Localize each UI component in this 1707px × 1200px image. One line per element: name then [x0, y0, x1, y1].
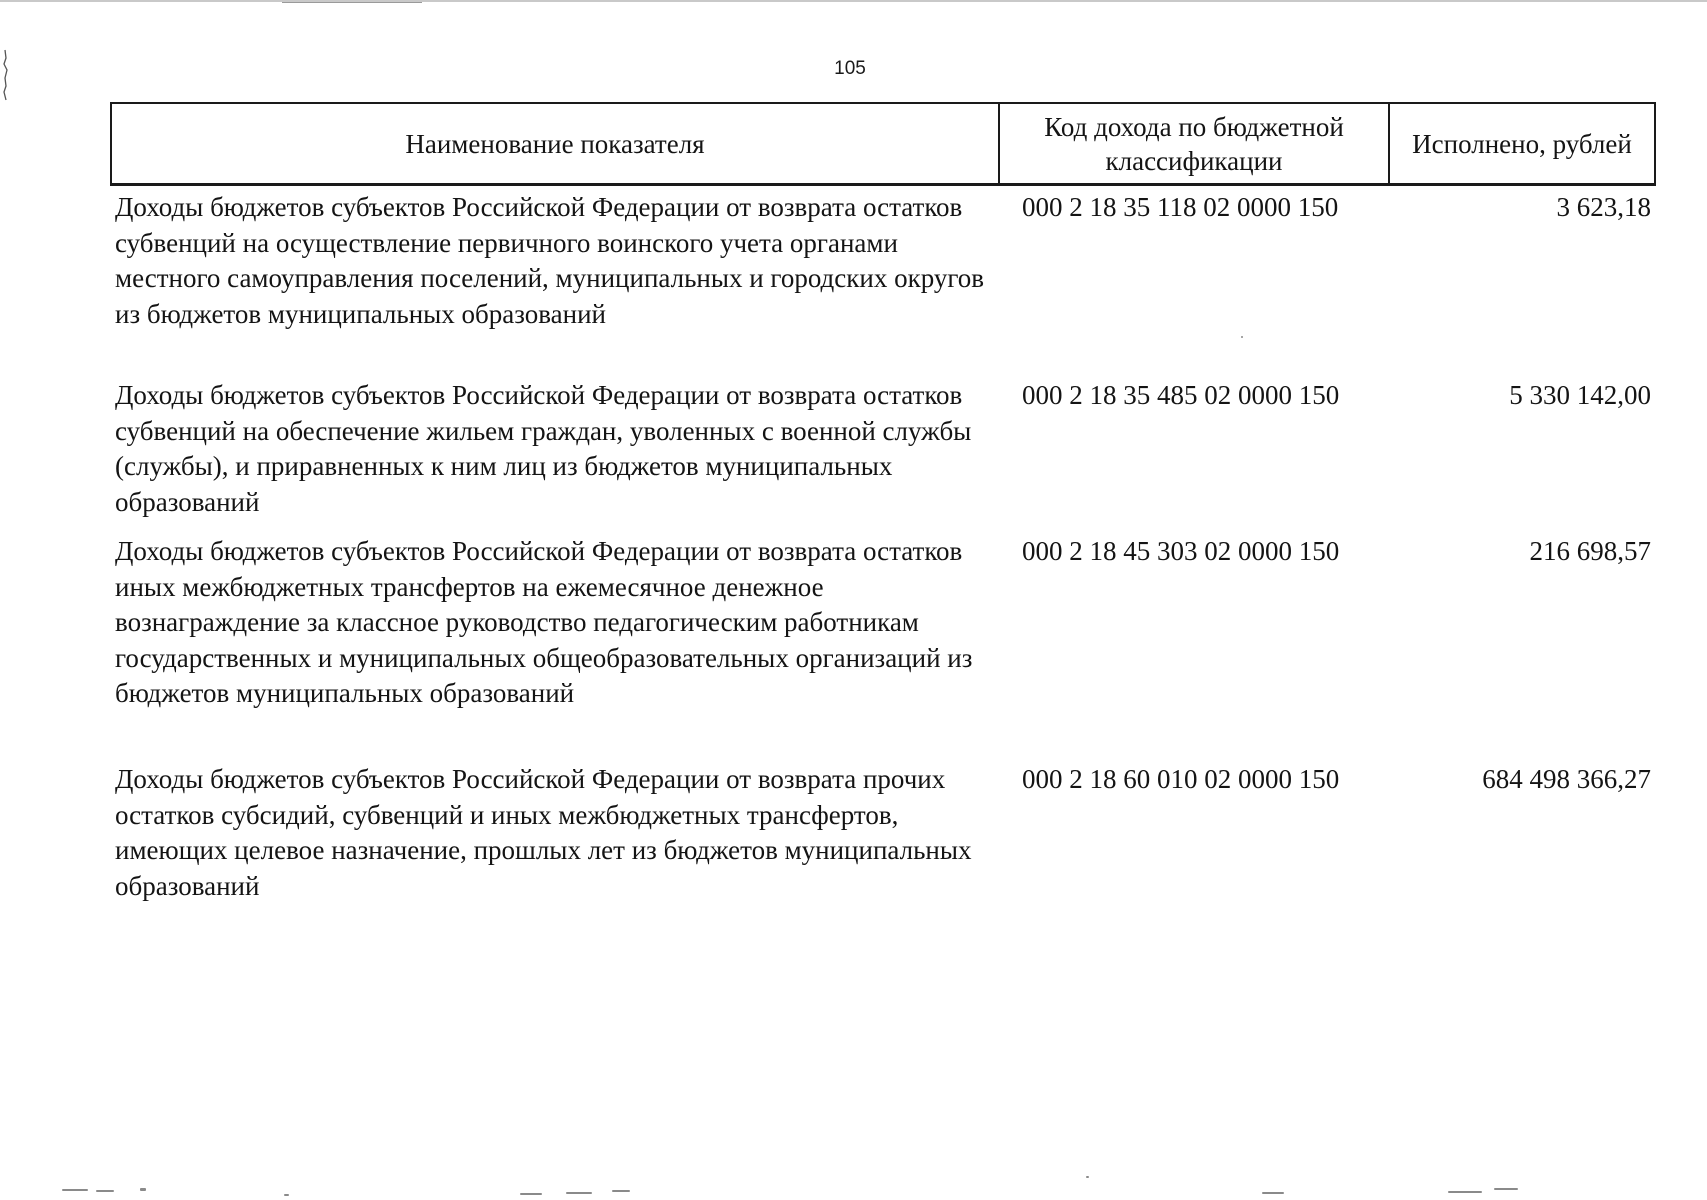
row-code-cell: 000 2 18 35 118 02 0000 150: [1022, 192, 1339, 222]
header-code-column: Код дохода по бюджетной классификации: [1000, 104, 1390, 183]
row-name-cell: Доходы бюджетов субъектов Российской Федерации от возврата прочих остатков субсидий, субвенций и иных межбюджетных трансфертов, имеющих целевое назначение, прошлых лет из бюджетов муниципальных образований: [115, 764, 972, 901]
row-name-cell: Доходы бюджетов субъектов Российской Федерации от возврата остатков иных межбюджетных трансфертов на ежемесячное денежное вознаграждение за классное руководство педагогическим работникам государственных и муниципальных общеобразовательных организаций из бюджетов муниципальных образований: [115, 536, 973, 708]
scan-speck: [612, 1190, 630, 1192]
scan-speck: [520, 1193, 542, 1195]
scan-speck: [96, 1190, 114, 1192]
scan-speck: [566, 1192, 592, 1194]
row-code-cell: 000 2 18 45 303 02 0000 150: [1022, 536, 1340, 566]
scan-speck: [62, 1189, 88, 1191]
scan-speck: [1262, 1192, 1284, 1194]
table-row: [110, 190, 1656, 366]
scan-speck: [1241, 336, 1243, 338]
row-executed-cell: 5 330 142,00: [1509, 380, 1651, 410]
row-code-cell: 000 2 18 60 010 02 0000 150: [1022, 764, 1340, 794]
scan-edge-line: [0, 0, 1707, 2]
table-header-row: [110, 102, 1656, 186]
scan-speck: [1494, 1188, 1518, 1190]
scan-artifact-mark: [2, 48, 9, 102]
header-executed-column: Исполнено, рублей: [1412, 128, 1632, 159]
table-row: [110, 762, 1656, 922]
table-row: [110, 534, 1656, 734]
scan-speck: [1448, 1191, 1482, 1193]
row-name-cell: Доходы бюджетов субъектов Российской Федерации от возврата остатков субвенций на обеспечение жильем граждан, уволенных с военной службы (службы), и приравненных к ним лиц из бюджетов муниципальных образований: [115, 380, 972, 517]
table-row: [110, 378, 1656, 528]
revenue-table: [110, 102, 1656, 922]
row-executed-cell: 3 623,18: [1556, 192, 1651, 222]
row-name-cell: Доходы бюджетов субъектов Российской Федерации от возврата остатков субвенций на осуществление первичного воинского учета органами местного самоуправления поселений, муниципальных и городских округов из бюджетов муниципальных образований: [115, 192, 985, 329]
row-executed-cell: 216 698,57: [1529, 536, 1651, 566]
scan-edge-line: [282, 2, 422, 3]
header-name-column: Наименование показателя: [112, 104, 1000, 183]
scan-speck: [1086, 1176, 1089, 1178]
page-number: 105: [834, 58, 866, 79]
scan-speck: [140, 1188, 146, 1191]
row-executed-cell: 684 498 366,27: [1482, 764, 1651, 794]
row-code-cell: 000 2 18 35 485 02 0000 150: [1022, 380, 1340, 410]
scan-speck: [284, 1194, 289, 1196]
